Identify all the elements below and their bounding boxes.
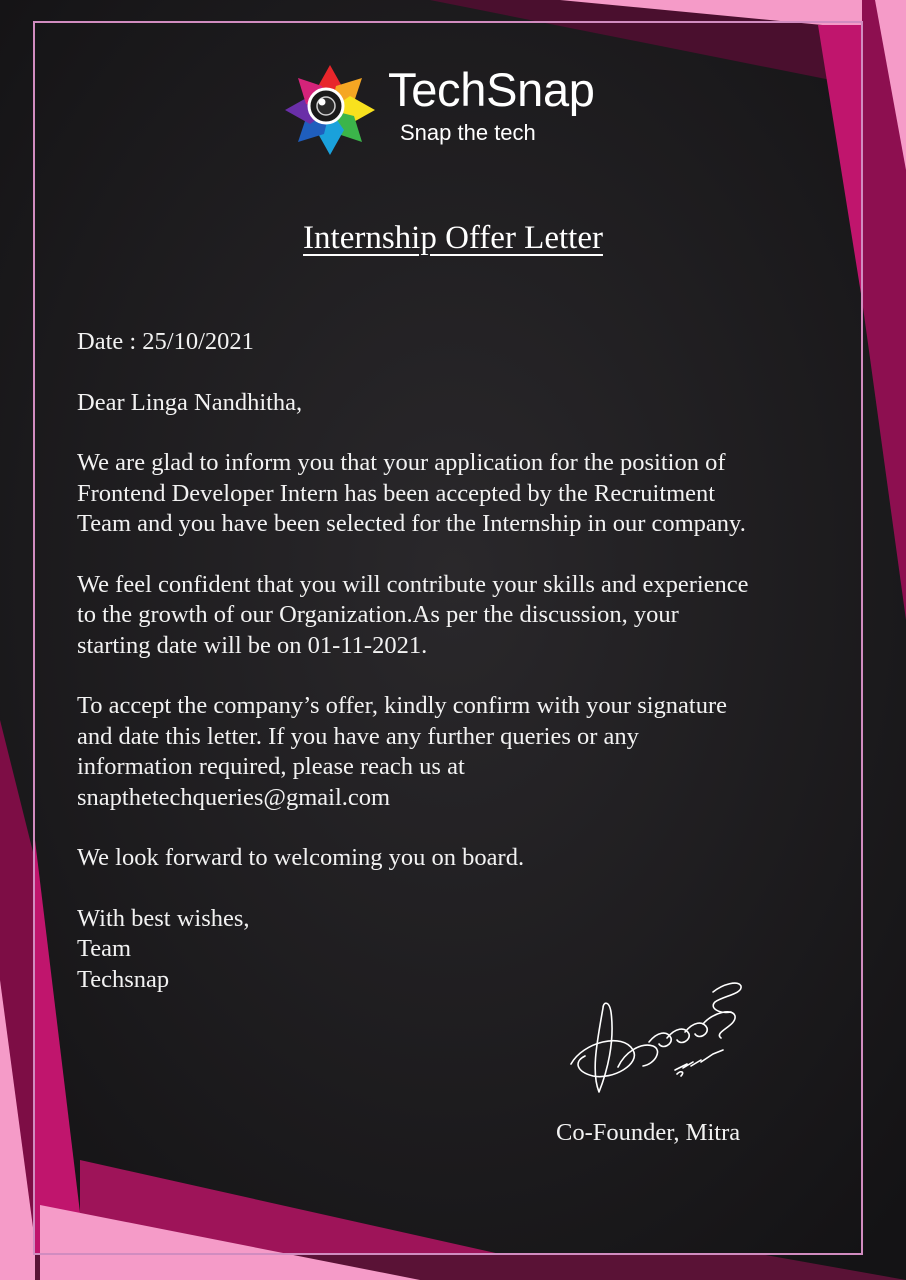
camera-lens-flower-icon <box>284 64 376 156</box>
signatory-name: Co-Founder, Mitra <box>556 1119 741 1146</box>
closing-line: Techsnap <box>77 965 170 993</box>
date-line: Date : 25/10/2021 <box>77 328 254 355</box>
paragraph-line: We feel confident that you will contribute your skills and experience <box>77 570 749 598</box>
paragraph-line: Team and you have been selected for the Internship in our company. <box>77 510 746 537</box>
brand-tagline: Snap the tech <box>400 120 536 145</box>
paragraph-line: to the growth of our Organization.As per the discussion, your <box>77 601 679 628</box>
paragraph-line: We look forward to welcoming you on board. <box>77 844 525 871</box>
paragraph-line: We are glad to inform you that your application for the position of <box>77 449 726 476</box>
letter-body <box>77 327 867 995</box>
letter-title <box>0 216 906 260</box>
brand-block <box>388 62 595 146</box>
paragraph-line: Frontend Developer Intern has been accepted by the Recruitment <box>77 479 716 507</box>
brand-name: TechSnap <box>388 63 595 116</box>
paragraph-line: To accept the company’s offer, kindly confirm with your signature <box>77 692 728 719</box>
letter-title-text: Internship Offer Letter <box>303 220 603 256</box>
paragraph-line: starting date will be on 01-11-2021. <box>77 631 428 659</box>
paragraph-line: and date this letter. If you have any further queries or any <box>77 722 639 750</box>
salutation: Dear Linga Nandhitha, <box>77 388 303 416</box>
paragraph-line: information required, please reach us at <box>77 753 465 780</box>
signature-image <box>563 972 748 1102</box>
closing-line: With best wishes, <box>77 904 250 932</box>
contact-email: snapthetechqueries@gmail.com <box>77 783 391 811</box>
closing-line: Team <box>77 935 132 962</box>
